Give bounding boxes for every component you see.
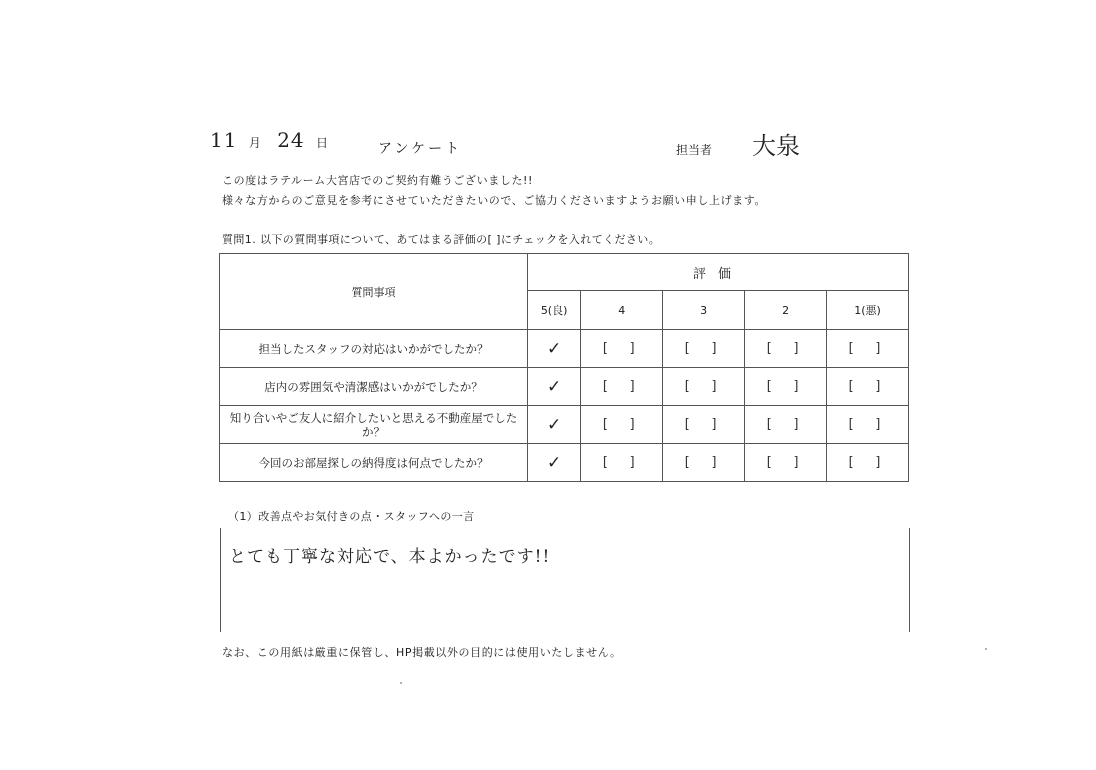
item-label: 知り合いやご友人に紹介したいと思える不動産屋でしたか？ xyxy=(220,406,528,444)
rating-cell[interactable] xyxy=(745,406,827,444)
comment-text: とても丁寧な対応で、本よかったです!! xyxy=(229,547,551,567)
rating-cell[interactable] xyxy=(581,444,663,482)
rating-cell[interactable] xyxy=(663,406,745,444)
rating-cell[interactable] xyxy=(663,330,745,368)
checkbox-icon: [ ] xyxy=(764,341,807,356)
table-row xyxy=(220,406,909,444)
intro-line-1: この度はラテルーム大宮店でのご契約有難うございました!! xyxy=(222,174,534,187)
score-2: 2 xyxy=(745,291,827,330)
checkbox-icon: [ ] xyxy=(600,455,643,470)
rating-cell[interactable] xyxy=(827,368,909,406)
item-label: 担当したスタッフの対応はいかがでしたか？ xyxy=(220,330,528,368)
rating-table xyxy=(219,253,909,482)
comment-box[interactable] xyxy=(220,528,910,632)
form-title: アンケート xyxy=(378,141,463,157)
rating-cell[interactable] xyxy=(745,368,827,406)
month-label: 月 xyxy=(248,136,262,150)
footer-note: なお、この用紙は厳重に保管し、HP掲載以外の目的には使用いたしません。 xyxy=(222,646,622,659)
rating-cell[interactable] xyxy=(581,368,663,406)
rating-cell[interactable] xyxy=(663,368,745,406)
item-label: 店内の雰囲気や清潔感はいかがでしたか？ xyxy=(220,368,528,406)
intro-line-2: 様々な方からのご意見を参考にさせていただきたいので、ご協力くださいますようお願い申し上げます。 xyxy=(222,194,767,207)
rating-cell[interactable] xyxy=(745,330,827,368)
section-1-label: （1）改善点やお気付きの点・スタッフへの一言 xyxy=(228,510,475,523)
date xyxy=(210,128,337,152)
score-4: 4 xyxy=(581,291,663,330)
checkmark-icon: ✓ xyxy=(546,414,562,435)
checkbox-icon: [ ] xyxy=(764,455,807,470)
score-3: 3 xyxy=(663,291,745,330)
day-label: 日 xyxy=(316,136,330,150)
scan-speck xyxy=(400,682,402,684)
rating-cell[interactable] xyxy=(581,406,663,444)
rating-cell[interactable] xyxy=(528,444,581,482)
table-row xyxy=(220,368,909,406)
table-row xyxy=(220,444,909,482)
checkbox-icon: [ ] xyxy=(682,341,725,356)
staff-name: 大泉 xyxy=(752,132,800,160)
rating-cell[interactable] xyxy=(581,330,663,368)
checkbox-icon: [ ] xyxy=(682,417,725,432)
rating-cell[interactable] xyxy=(528,368,581,406)
score-5: 5(良) xyxy=(528,291,581,330)
eval-header: 評価 xyxy=(528,254,909,291)
checkbox-icon: [ ] xyxy=(764,417,807,432)
rating-cell[interactable] xyxy=(827,444,909,482)
checkbox-icon: [ ] xyxy=(682,379,725,394)
checkmark-icon: ✓ xyxy=(546,338,562,359)
checkmark-icon: ✓ xyxy=(546,376,562,397)
question-1-instruction: 質問1. 以下の質問事項について、あてはまる評価の[ ]にチェックを入れてください。 xyxy=(222,233,661,246)
staff-label: 担当者 xyxy=(676,143,713,157)
rating-cell[interactable] xyxy=(528,330,581,368)
table-row xyxy=(220,330,909,368)
month-value: 11 xyxy=(210,128,238,152)
checkbox-icon: [ ] xyxy=(846,417,889,432)
rating-cell[interactable] xyxy=(663,444,745,482)
rating-cell[interactable] xyxy=(745,444,827,482)
checkbox-icon: [ ] xyxy=(600,417,643,432)
item-label: 今回のお部屋探しの納得度は何点でしたか？ xyxy=(220,444,528,482)
item-header: 質問事項 xyxy=(220,254,528,330)
checkbox-icon: [ ] xyxy=(600,341,643,356)
checkbox-icon: [ ] xyxy=(600,379,643,394)
rating-cell[interactable] xyxy=(827,406,909,444)
day-value: 24 xyxy=(277,128,305,152)
rating-cell[interactable] xyxy=(528,406,581,444)
rating-cell[interactable] xyxy=(827,330,909,368)
checkbox-icon: [ ] xyxy=(846,379,889,394)
checkmark-icon: ✓ xyxy=(546,452,562,473)
checkbox-icon: [ ] xyxy=(682,455,725,470)
checkbox-icon: [ ] xyxy=(846,341,889,356)
checkbox-icon: [ ] xyxy=(764,379,807,394)
checkbox-icon: [ ] xyxy=(846,455,889,470)
score-1: 1(悪) xyxy=(827,291,909,330)
scan-speck xyxy=(985,648,987,650)
